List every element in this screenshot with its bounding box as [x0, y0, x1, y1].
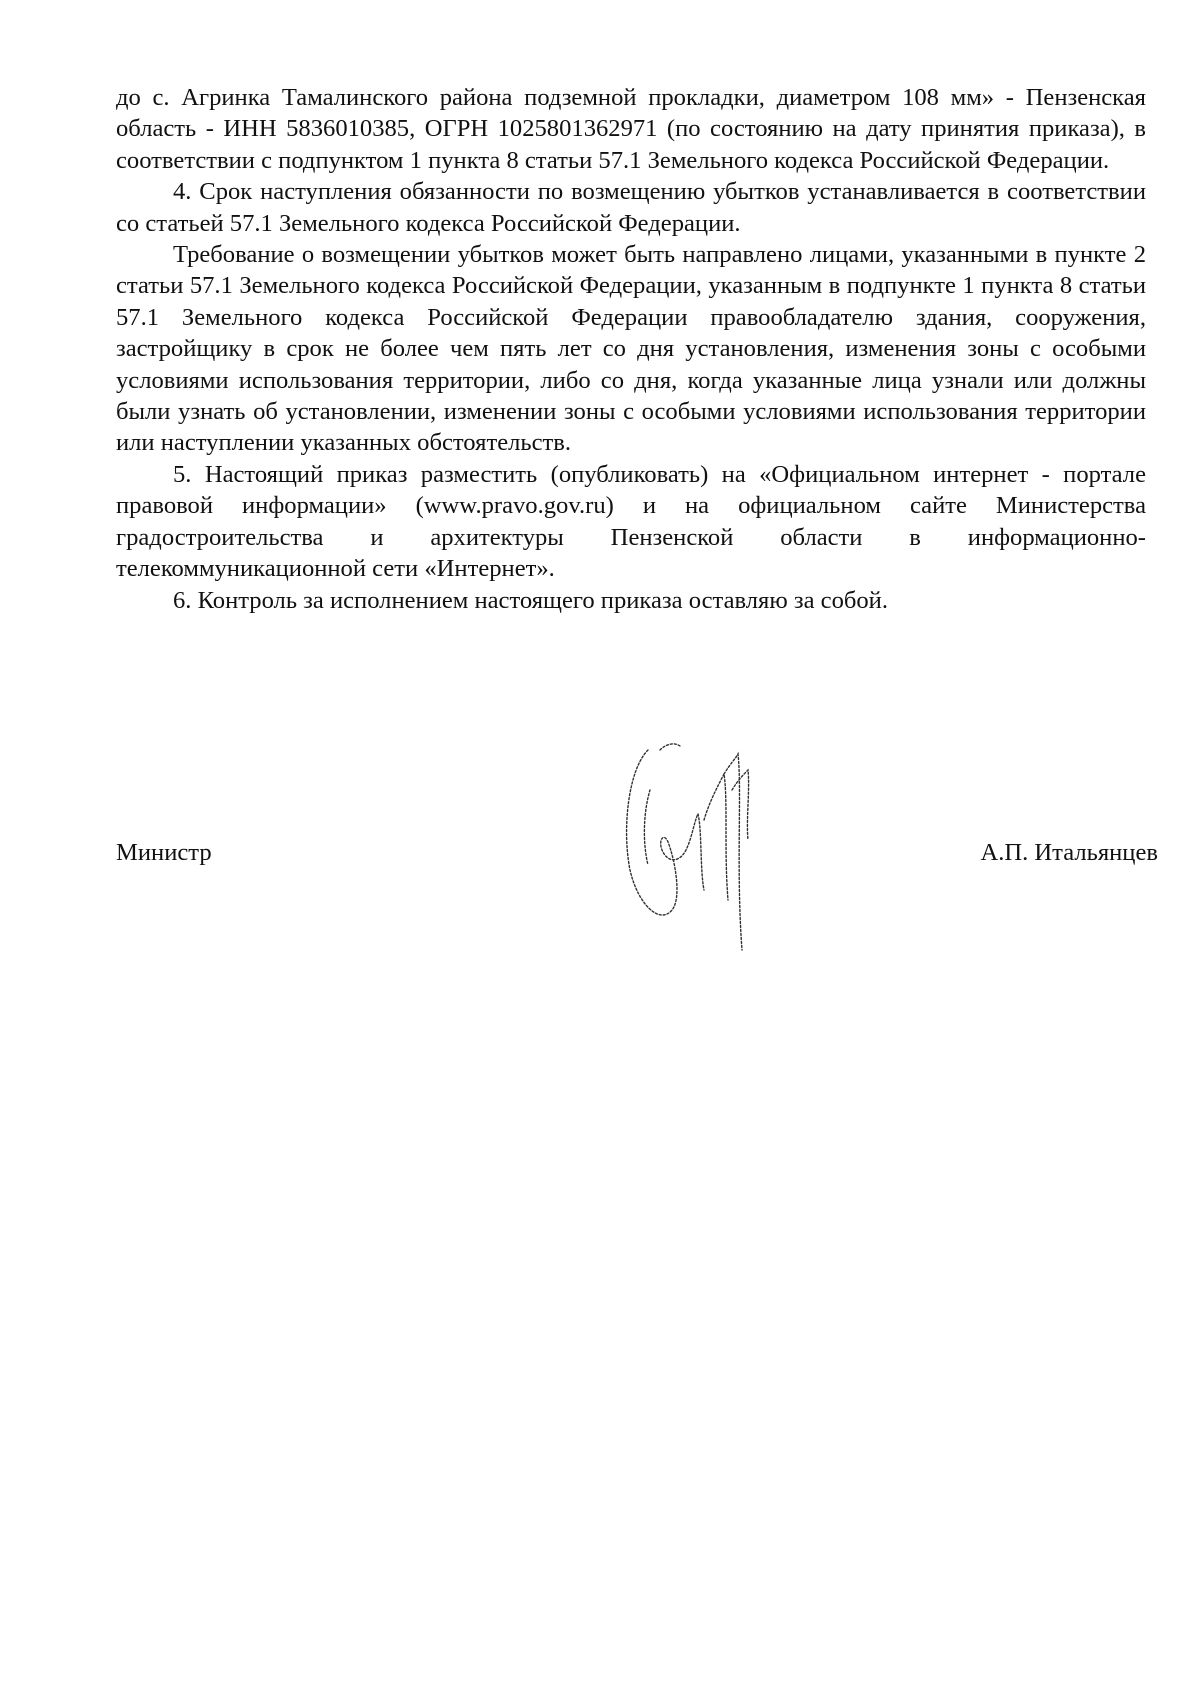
paragraph-item-6: 6. Контроль за исполнением настоящего приказа оставляю за собой. [173, 586, 888, 614]
paragraph-damages-claim: Требование о возмещении убытков может быть направлено лицами, указанными в пункте 2 статьи 57.1 Земельного кодекса Российской Федерации, указанным в подпункте 1 пункта 8 статьи 57.1 Земельного кодекса Российской Федерации правообладателю здания, сооружения, застройщику в срок не более чем пять лет со дня установления, изменения зоны с особыми условиями использования территории, либо со дня, когда указанные лица узнали или должны были узнать об установлении, изменении зоны с особыми условиями использования территории или наступлении указанных обстоятельств. [116, 241, 1146, 457]
paragraph-item-5: 5. Настоящий приказ разместить (опубликовать) на «Официальном интернет - портале правовой информации» (www.pravo.gov.ru) и на официальном сайте Министерства градостроительства и архитектуры Пензенской области в информационно-телекоммуникационной сети «Интернет». [116, 460, 1146, 583]
handwritten-signature [620, 730, 790, 970]
paragraph-continuation: до с. Агринка Тамалинского района подземной прокладки, диаметром 108 мм» - Пензенская область - ИНН 5836010385, ОГРН 1025801362971 (по состоянию на дату принятия приказа), в соответствии с подпунктом 1 пункта 8 статьи 57.1 Земельного кодекса Российской Федерации. [116, 84, 1146, 174]
signatory-title: Министр [116, 839, 212, 866]
paragraph-item-4: 4. Срок наступления обязанности по возмещению убытков устанавливается в соответствии со статьей 57.1 Земельного кодекса Российской Федерации. [116, 178, 1146, 237]
signatory-name: А.П. Итальянцев [980, 839, 1158, 866]
document-body [116, 82, 1146, 616]
